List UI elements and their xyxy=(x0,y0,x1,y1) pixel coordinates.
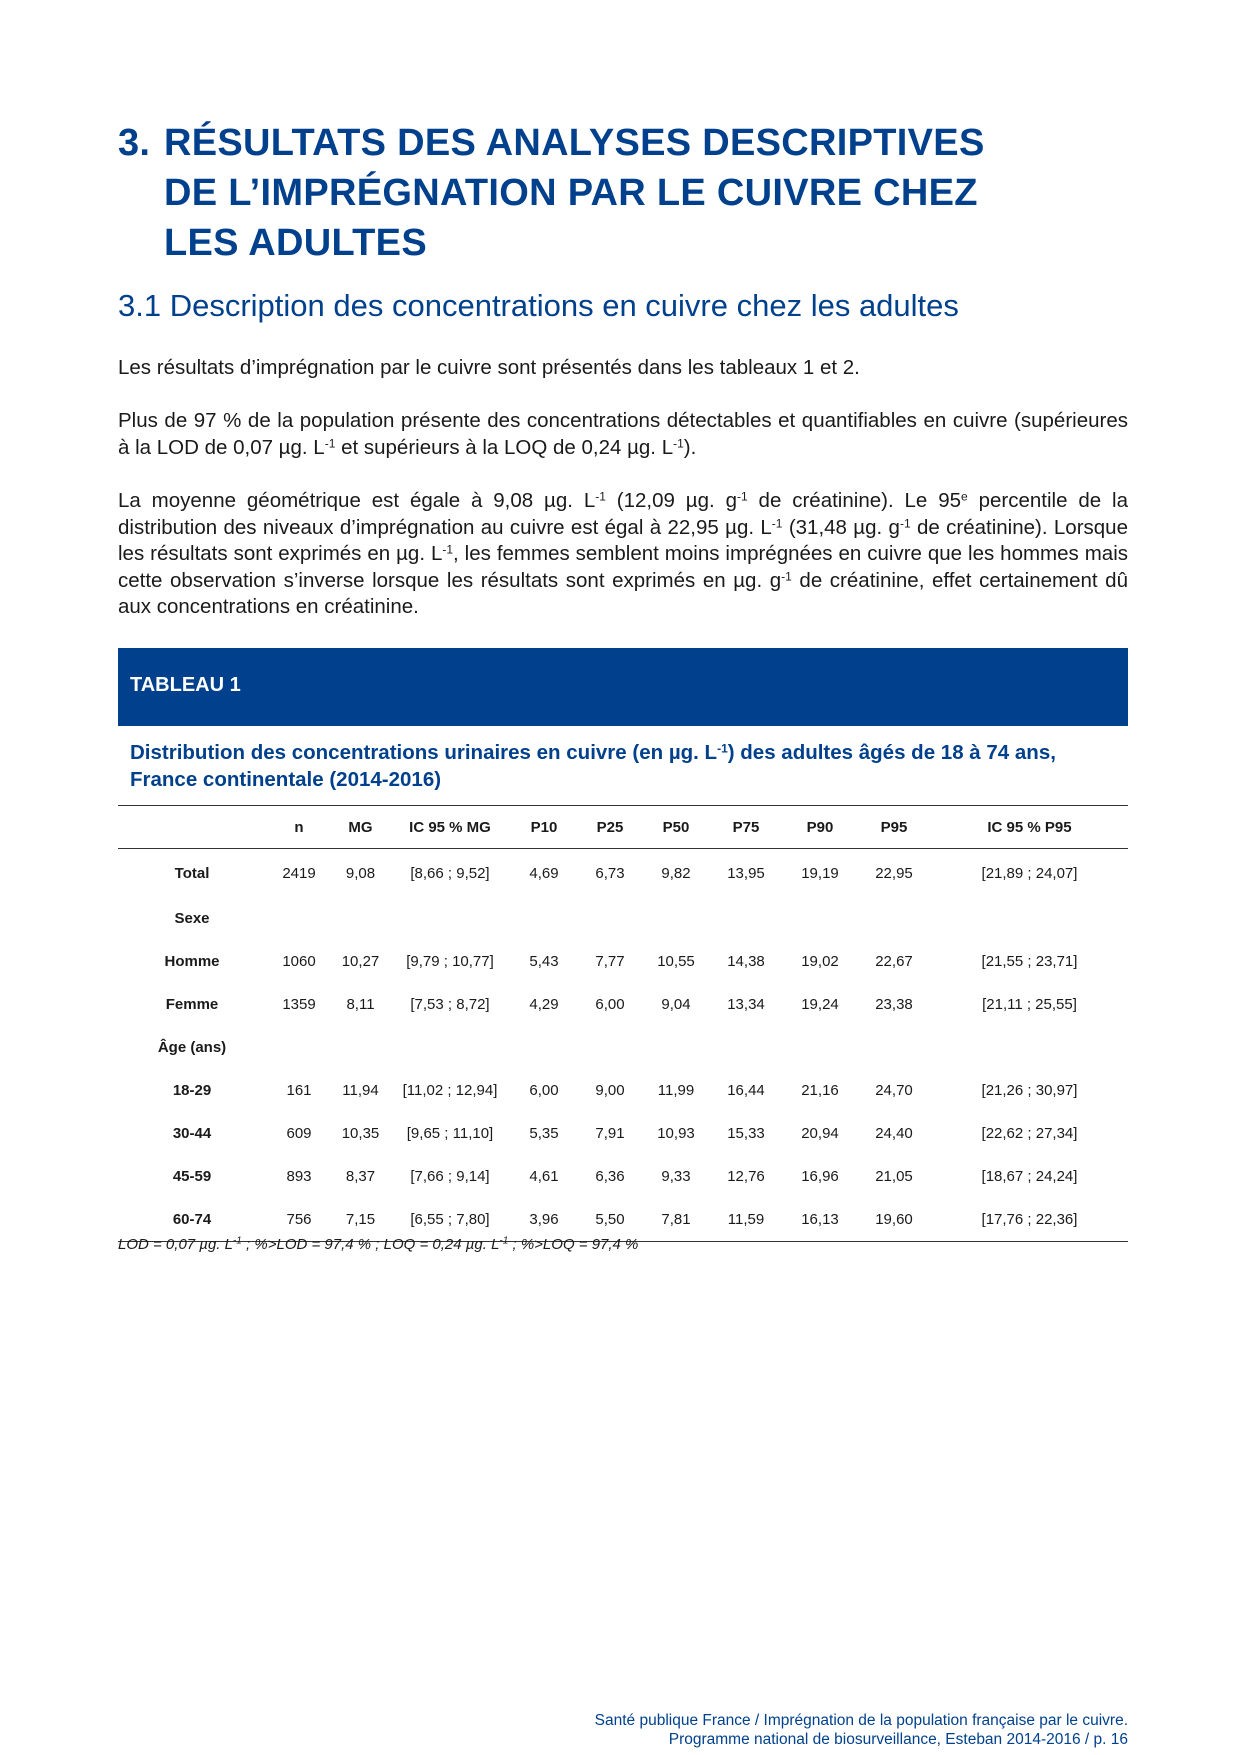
table-cell: 19,24 xyxy=(801,996,839,1013)
table-cell: 10,27 xyxy=(341,953,380,970)
table-cell xyxy=(332,897,389,940)
data-table xyxy=(118,805,1128,1242)
table-cell xyxy=(857,897,931,940)
table-cell: 8,11 xyxy=(346,996,375,1013)
table-cell: 11,99 xyxy=(657,1082,695,1099)
page-footer xyxy=(595,1711,1128,1749)
table-cell: [21,89 ; 24,07] xyxy=(981,864,1078,882)
table-cell: 5,50 xyxy=(577,1198,643,1242)
table-cell: 6,00 xyxy=(529,1082,559,1099)
table-cell: 11,94 xyxy=(342,1082,379,1099)
table-row xyxy=(118,983,1128,1026)
subsection-title: 3.1 Description des concentrations en cuivre chez les adultes xyxy=(118,288,959,323)
table-cell: 7,77 xyxy=(595,953,625,970)
table-header-cell xyxy=(118,806,266,849)
table-cell: 13,95 xyxy=(727,864,765,882)
table-cell: [18,67 ; 24,24] xyxy=(981,1168,1078,1185)
table-cell: [17,76 ; 22,36] xyxy=(931,1198,1128,1242)
paragraph-3-text-f: de créatinine). Lorsque les résultats sont exprimés en µg. L xyxy=(118,515,1128,565)
paragraph-3-text-c: de créatinine). Le 95 xyxy=(747,489,962,512)
table-cell xyxy=(389,1026,511,1069)
table-cell: 9,04 xyxy=(661,996,691,1013)
table-footnote xyxy=(118,1236,638,1253)
table-cell: 7,15 xyxy=(332,1198,389,1242)
table-row xyxy=(118,1026,1128,1069)
table-header-cell: P90 xyxy=(783,806,857,849)
table-cell xyxy=(709,897,783,940)
table-cell: 756 xyxy=(266,1198,332,1242)
table-header-row xyxy=(118,806,1128,849)
superscript: -1 xyxy=(737,489,748,504)
table-cell: [6,55 ; 7,80] xyxy=(389,1198,511,1242)
table-header-cell: P95 xyxy=(857,806,931,849)
table-cell: 4,61 xyxy=(529,1168,559,1185)
table-cell: 9,00 xyxy=(595,1082,625,1099)
table-cell: 9,33 xyxy=(661,1168,691,1185)
table-cell: 4,29 xyxy=(529,996,559,1013)
table-cell: [7,53 ; 8,72] xyxy=(410,996,490,1013)
table-cell xyxy=(931,897,1128,940)
table-cell: 20,94 xyxy=(801,1125,839,1142)
superscript: -1 xyxy=(899,515,911,530)
table-cell: 10,55 xyxy=(657,953,695,970)
table-cell: 7,81 xyxy=(643,1198,709,1242)
footer-line-2: Programme national de biosurveillance, Esteban 2014-2016 / p. 16 xyxy=(668,1731,1128,1748)
superscript: -1 xyxy=(595,489,606,504)
table-cell: 10,35 xyxy=(341,1125,380,1142)
table-body xyxy=(118,849,1128,1242)
section-title-line-3: LES ADULTES xyxy=(164,222,427,264)
table-cell: 6,00 xyxy=(595,996,625,1013)
superscript: -1 xyxy=(771,515,783,530)
table-cell: [21,11 ; 25,55] xyxy=(982,996,1077,1013)
table-cell: 21,16 xyxy=(801,1082,839,1099)
table-row-label: Sexe xyxy=(174,910,210,927)
paragraph-3-text-h: de créatinine, effet certainement dû aux concentrations en créatinine. xyxy=(118,568,1128,618)
table-cell: 16,13 xyxy=(783,1198,857,1242)
table-banner-title: TABLEAU 1 xyxy=(130,674,241,696)
table-cell xyxy=(857,1026,931,1069)
section-title-line-2: DE L’IMPRÉGNATION PAR LE CUIVRE CHEZ xyxy=(164,172,978,214)
table-header-cell: P75 xyxy=(709,806,783,849)
superscript: -1 xyxy=(781,568,792,583)
table-row xyxy=(118,1198,1128,1242)
paragraph-3-text-e: (31,48 µg. g xyxy=(782,515,900,539)
table-cell: 22,67 xyxy=(875,953,913,970)
table-cell xyxy=(266,897,332,940)
table-cell: 9,82 xyxy=(661,864,691,882)
table-cell: [9,65 ; 11,10] xyxy=(406,1125,494,1142)
superscript: -1 xyxy=(717,741,728,756)
table-row-label: 30-44 xyxy=(172,1125,212,1142)
table-row-label: 60-74 xyxy=(118,1198,266,1242)
table-cell: 19,60 xyxy=(857,1198,931,1242)
table-cell: 161 xyxy=(286,1082,312,1099)
table-cell: 15,33 xyxy=(727,1125,765,1142)
table-caption xyxy=(130,739,1120,793)
superscript: -1 xyxy=(442,542,454,557)
superscript: e xyxy=(961,489,968,504)
superscript: -1 xyxy=(499,1235,509,1247)
table-banner xyxy=(118,648,1128,726)
table-cell: 13,34 xyxy=(727,996,765,1013)
footnote-text-b: ; %>LOD = 97,4 % ; LOQ = 0,24 µg. L xyxy=(241,1236,500,1253)
table-cell: 19,19 xyxy=(801,864,839,882)
table-cell xyxy=(709,1026,783,1069)
section-title xyxy=(118,118,1128,268)
footnote-text-c: ; %>LOQ = 97,4 % xyxy=(508,1236,639,1253)
table-row-label: 18-29 xyxy=(172,1082,212,1099)
table-cell: 14,38 xyxy=(727,953,765,970)
table-cell: 21,05 xyxy=(875,1168,913,1185)
paragraph-2-text-c: ). xyxy=(683,435,697,459)
table-cell: 22,95 xyxy=(875,864,913,882)
table-cell: 10,93 xyxy=(657,1125,695,1142)
table-cell: 893 xyxy=(286,1168,312,1185)
table-cell xyxy=(931,1026,1128,1069)
section-number: 3. xyxy=(118,122,151,164)
table-cell: 9,08 xyxy=(345,864,376,882)
table-header-cell: P10 xyxy=(511,806,577,849)
table-cell: 19,02 xyxy=(801,953,839,970)
table-cell: [7,66 ; 9,14] xyxy=(410,1168,490,1185)
table-cell: 3,96 xyxy=(511,1198,577,1242)
table-row-label: Femme xyxy=(165,996,219,1013)
paragraph-3 xyxy=(118,488,1128,621)
table-row xyxy=(118,940,1128,983)
table-cell: 6,36 xyxy=(595,1168,625,1185)
table-row xyxy=(118,1155,1128,1198)
table-cell xyxy=(511,897,577,940)
table-cell xyxy=(577,1026,643,1069)
paragraph-2-text-a: Plus de 97 % de la population présente des concentrations détectables et quantifiables en cuivre (supérieures à la LOD de 0,07 µg. L xyxy=(118,409,1128,459)
table-row xyxy=(118,1069,1128,1112)
table-cell xyxy=(643,897,709,940)
table-cell: 16,44 xyxy=(727,1082,765,1099)
footnote-text-a: LOD = 0,07 µg. L xyxy=(118,1236,233,1253)
footer-line-1: Santé publique France / Imprégnation de la population française par le cuivre. xyxy=(594,1712,1128,1729)
table-cell: 11,59 xyxy=(709,1198,783,1242)
table-cell: 5,43 xyxy=(529,953,559,970)
table-cell xyxy=(577,897,643,940)
table-cell: 5,35 xyxy=(529,1125,559,1142)
table-cell xyxy=(511,1026,577,1069)
table-row xyxy=(118,849,1128,898)
table-row-label: 45-59 xyxy=(172,1168,212,1185)
table-cell xyxy=(389,897,511,940)
table-header-cell: MG xyxy=(332,806,389,849)
table-row xyxy=(118,1112,1128,1155)
table-cell xyxy=(266,1026,332,1069)
table-cell: 16,96 xyxy=(801,1168,839,1185)
paragraph-3-text-g: , les femmes semblent moins imprégnées en cuivre que les hommes mais cette observation s’inverse lorsque les résultats sont exprimés en µg. g xyxy=(118,542,1129,592)
table-cell xyxy=(783,1026,857,1069)
table-cell: 1060 xyxy=(282,953,316,970)
table-row xyxy=(118,897,1128,940)
superscript: -1 xyxy=(324,435,336,450)
table-header-cell: P50 xyxy=(643,806,709,849)
table-cell: 6,73 xyxy=(595,864,625,882)
paragraph-2 xyxy=(118,408,1128,461)
table-cell: [21,55 ; 23,71] xyxy=(981,953,1078,970)
table-cell xyxy=(332,1026,389,1069)
table-row-label: Total xyxy=(174,864,210,882)
table-cell: [9,79 ; 10,77] xyxy=(406,953,494,970)
table-caption-text-b: ) des adultes âgés de 18 à 74 ans, France continentale (2014-2016) xyxy=(130,741,1056,791)
table-cell: 7,91 xyxy=(595,1125,625,1142)
table-cell: [8,66 ; 9,52] xyxy=(410,864,490,882)
table-cell: [11,02 ; 12,94] xyxy=(402,1082,498,1099)
table-row-label: Homme xyxy=(164,953,220,970)
table-caption-text-a: Distribution des concentrations urinaires en cuivre (en µg. L xyxy=(130,741,718,764)
table-cell: 1359 xyxy=(282,996,316,1013)
table-cell: 4,69 xyxy=(529,864,559,882)
paragraph-1: Les résultats d’imprégnation par le cuivre sont présentés dans les tableaux 1 et 2. xyxy=(118,356,860,379)
table-cell: 2419 xyxy=(282,864,316,882)
paragraph-3-text-d: percentile de la distribution des niveaux d’imprégnation au cuivre est égal à 22,95 µg. L xyxy=(118,489,1128,539)
table-cell: 24,70 xyxy=(875,1082,913,1099)
paragraph-2-text-b: et supérieurs à la LOQ de 0,24 µg. L xyxy=(335,435,674,459)
superscript: -1 xyxy=(673,435,684,450)
table-cell: [21,26 ; 30,97] xyxy=(981,1082,1078,1099)
superscript: -1 xyxy=(232,1235,242,1247)
table-cell: 8,37 xyxy=(345,1168,376,1185)
table-cell: 24,40 xyxy=(875,1125,913,1142)
table-header-cell: IC 95 % MG xyxy=(389,806,511,849)
table-cell xyxy=(643,1026,709,1069)
table-cell: 23,38 xyxy=(875,996,913,1013)
table-cell: 609 xyxy=(286,1125,312,1142)
paragraph-3-text-a: La moyenne géométrique est égale à 9,08 µg. L xyxy=(118,489,596,512)
paragraph-3-text-b: (12,09 µg. g xyxy=(605,489,737,512)
table-cell: 12,76 xyxy=(727,1168,765,1185)
table-cell: [22,62 ; 27,34] xyxy=(981,1125,1078,1142)
table-cell xyxy=(783,897,857,940)
table-header-cell: IC 95 % P95 xyxy=(931,806,1128,849)
table-row-label: Âge (ans) xyxy=(157,1039,227,1056)
table-header-cell: P25 xyxy=(577,806,643,849)
table-header-cell: n xyxy=(266,806,332,849)
section-title-line-1: RÉSULTATS DES ANALYSES DESCRIPTIVES xyxy=(164,122,985,164)
